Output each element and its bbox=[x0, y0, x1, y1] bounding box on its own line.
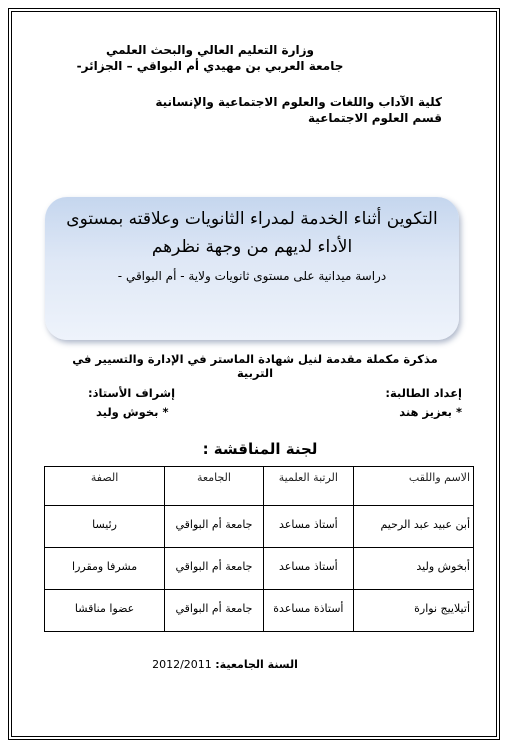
faculty-block bbox=[150, 94, 442, 126]
member-name: أبن عبيد عبد الرحيم bbox=[353, 506, 473, 548]
table-header-row bbox=[45, 467, 474, 506]
thesis-subtitle: دراسة ميدانية على مستوى ثانويات ولاية - أم البواقي - bbox=[117, 269, 387, 283]
header-name: الاسم واللقب bbox=[353, 467, 473, 506]
ministry-name: وزارة التعليم العالي والبحث العلمي bbox=[105, 43, 315, 57]
committee-table bbox=[44, 466, 474, 632]
department-name: قسم العلوم الاجتماعية bbox=[308, 111, 442, 125]
table-row bbox=[45, 590, 474, 632]
student-label: إعداد الطالبة: bbox=[385, 386, 462, 400]
member-rank: أستاذ مساعد bbox=[263, 506, 353, 548]
faculty-name: كلية الآداب واللغات والعلوم الاجتماعية والإنسانية bbox=[155, 95, 442, 109]
member-role: رئيسا bbox=[45, 506, 165, 548]
member-rank: أستاذ مساعد bbox=[263, 548, 353, 590]
member-university: جامعة أم البواقي bbox=[165, 590, 264, 632]
member-university: جامعة أم البواقي bbox=[165, 548, 264, 590]
academic-year-value: 2012/2011 bbox=[152, 658, 212, 671]
academic-year-label: السنة الجامعية: bbox=[215, 658, 298, 671]
supervisor-name: * بخوش وليد bbox=[96, 405, 169, 419]
university-name: جامعة العربي بن مهيدي أم البواقي – الجزائر- bbox=[76, 59, 344, 73]
memo-statement: مذكرة مكملة مقدمة لنيل شهادة الماستر في الإدارة والتسيير في التربية bbox=[72, 352, 438, 380]
member-name: أتيلاييج نوارة bbox=[353, 590, 473, 632]
header-role: الصفة bbox=[45, 467, 165, 506]
member-role: مشرفا ومقررا bbox=[45, 548, 165, 590]
title-box bbox=[45, 197, 459, 340]
ministry-header bbox=[60, 42, 360, 74]
member-name: أبخوش وليد bbox=[353, 548, 473, 590]
table-row bbox=[45, 506, 474, 548]
member-university: جامعة أم البواقي bbox=[165, 506, 264, 548]
academic-year bbox=[150, 658, 300, 671]
header-university: الجامعة bbox=[165, 467, 264, 506]
committee-title: لجنة المناقشة : bbox=[202, 440, 318, 458]
header-rank: الرتبة العلمية bbox=[263, 467, 353, 506]
supervisor-label: إشراف الأستاذ: bbox=[88, 386, 176, 400]
student-name: * بعزيز هند bbox=[399, 405, 462, 419]
thesis-title-line-1: التكوين أثناء الخدمة لمدراء الثانويات وعلاقته بمستوى bbox=[66, 209, 438, 229]
member-role: عضوا مناقشا bbox=[45, 590, 165, 632]
table-row bbox=[45, 548, 474, 590]
thesis-title-line-2: الأداء لديهم من وجهة نظرهم bbox=[151, 237, 353, 257]
member-rank: أستاذة مساعدة bbox=[263, 590, 353, 632]
